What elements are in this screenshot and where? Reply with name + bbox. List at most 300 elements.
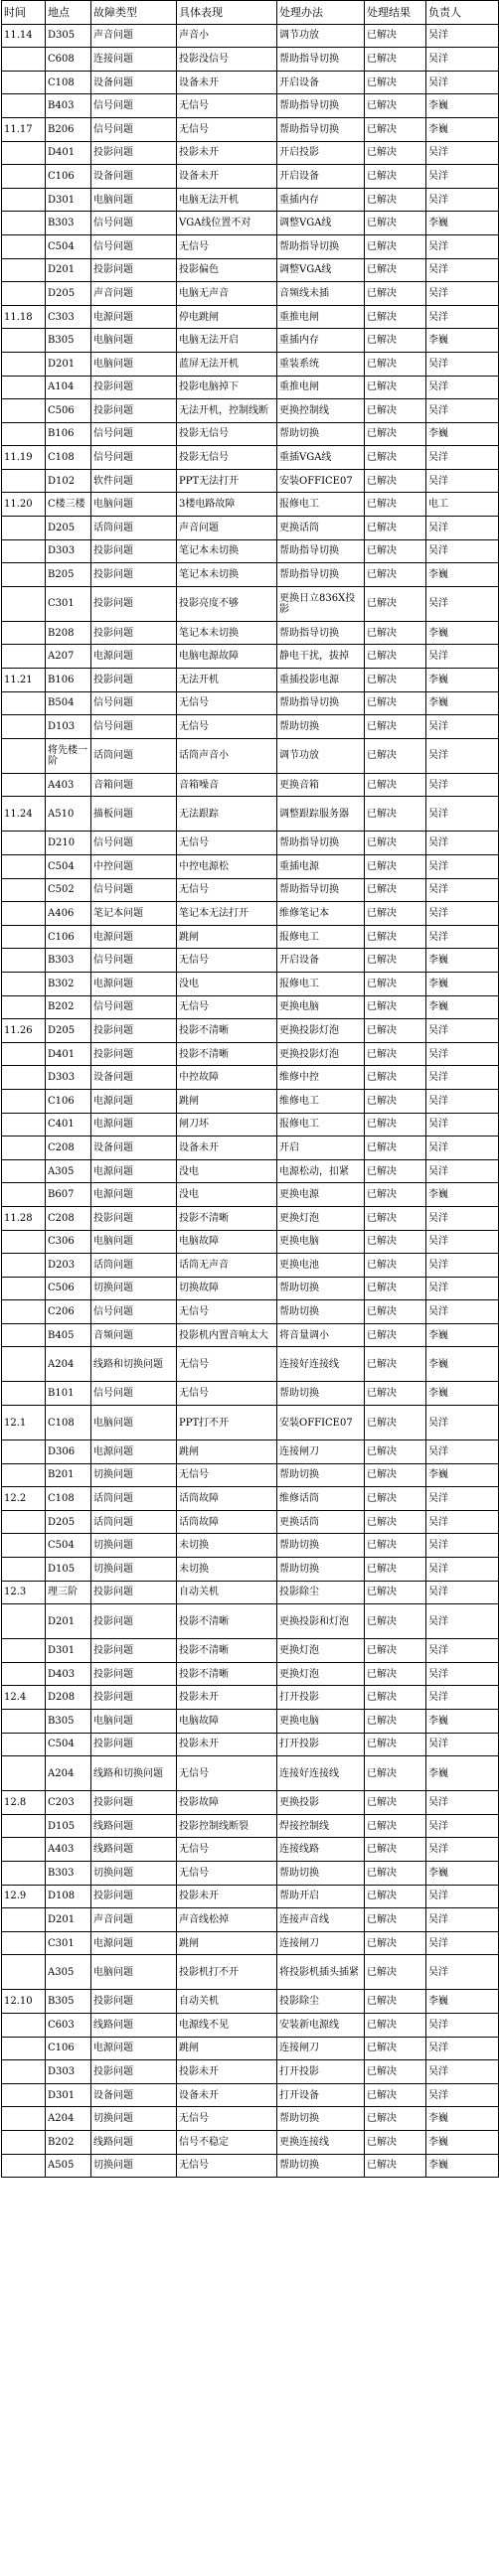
cell-solution: 帮助指导切换 bbox=[277, 563, 365, 587]
cell-solution: 更换话筒 bbox=[277, 517, 365, 540]
cell-owner: 吴洋 bbox=[426, 1113, 499, 1136]
table-row bbox=[2, 1089, 499, 1113]
cell-fault-type: 电源问题 bbox=[91, 1113, 177, 1136]
cell-time bbox=[2, 1463, 46, 1487]
cell-result: 已解决 bbox=[365, 305, 426, 329]
cell-fault-type: 电源问题 bbox=[91, 1440, 177, 1464]
cell-owner: 吴洋 bbox=[426, 141, 499, 165]
cell-owner: 吴洋 bbox=[426, 1534, 499, 1558]
table-row bbox=[2, 1113, 499, 1136]
cell-symptom: 跳闸 bbox=[177, 925, 277, 949]
cell-time bbox=[2, 1838, 46, 1862]
cell-result: 已解决 bbox=[365, 1885, 426, 1908]
cell-solution: 重插电源 bbox=[277, 855, 365, 879]
cell-time bbox=[2, 352, 46, 376]
cell-fault-type: 线路问题 bbox=[91, 2130, 177, 2154]
header-result: 处理结果 bbox=[365, 1, 426, 25]
cell-symptom: 无信号 bbox=[177, 117, 277, 141]
cell-result: 已解决 bbox=[365, 563, 426, 587]
cell-result: 已解决 bbox=[365, 715, 426, 739]
cell-solution: 帮助指导切换 bbox=[277, 878, 365, 902]
cell-time bbox=[2, 376, 46, 399]
cell-solution: 重推电闸 bbox=[277, 305, 365, 329]
table-row bbox=[2, 2060, 499, 2084]
table-row bbox=[2, 165, 499, 189]
cell-owner: 吴洋 bbox=[426, 469, 499, 493]
cell-solution: 帮助切换 bbox=[277, 1277, 365, 1300]
cell-location: B303 bbox=[46, 212, 91, 235]
cell-symptom: 投影未开 bbox=[177, 1885, 277, 1908]
cell-result: 已解决 bbox=[365, 1440, 426, 1464]
cell-solution: 打开投影 bbox=[277, 1733, 365, 1756]
cell-location: D210 bbox=[46, 832, 91, 855]
cell-location: C506 bbox=[46, 1277, 91, 1300]
cell-fault-type: 信号问题 bbox=[91, 446, 177, 470]
cell-location: A406 bbox=[46, 902, 91, 926]
cell-owner: 吴洋 bbox=[426, 399, 499, 423]
table-row bbox=[2, 305, 499, 329]
cell-time bbox=[2, 1639, 46, 1663]
cell-time bbox=[2, 1254, 46, 1278]
cell-solution: 开启设备 bbox=[277, 949, 365, 973]
cell-result: 已解决 bbox=[365, 1113, 426, 1136]
table-body bbox=[2, 24, 499, 2178]
cell-symptom: 电脑故障 bbox=[177, 1230, 277, 1254]
cell-fault-type: 投影问题 bbox=[91, 1791, 177, 1815]
cell-result: 已解决 bbox=[365, 1908, 426, 1932]
cell-symptom: 投影不清晰 bbox=[177, 1604, 277, 1639]
cell-time bbox=[2, 1136, 46, 1160]
cell-solution: 更换话筒 bbox=[277, 1510, 365, 1534]
cell-owner: 吴洋 bbox=[426, 1300, 499, 1324]
cell-time bbox=[2, 1931, 46, 1955]
cell-solution: 维修中控 bbox=[277, 1066, 365, 1090]
cell-owner: 李巍 bbox=[426, 563, 499, 587]
cell-result: 已解决 bbox=[365, 855, 426, 879]
table-row bbox=[2, 2130, 499, 2154]
cell-fault-type: 电脑问题 bbox=[91, 1710, 177, 1734]
cell-location: D208 bbox=[46, 1686, 91, 1710]
table-row bbox=[2, 715, 499, 739]
cell-location: D203 bbox=[46, 1254, 91, 1278]
cell-time bbox=[2, 1323, 46, 1347]
cell-fault-type: 投影问题 bbox=[91, 258, 177, 282]
cell-symptom: 无信号 bbox=[177, 995, 277, 1019]
table-row bbox=[2, 1558, 499, 1582]
cell-solution: 电源松动，扣紧 bbox=[277, 1159, 365, 1183]
cell-symptom: 话筒声音小 bbox=[177, 738, 277, 773]
cell-solution: 打开设备 bbox=[277, 2083, 365, 2107]
table-row bbox=[2, 1323, 499, 1347]
cell-solution: 调整跟踪服务器 bbox=[277, 797, 365, 832]
cell-solution: 帮助指导切换 bbox=[277, 832, 365, 855]
cell-fault-type: 切换问题 bbox=[91, 2107, 177, 2131]
table-row bbox=[2, 1686, 499, 1710]
cell-owner: 吴洋 bbox=[426, 1406, 499, 1440]
cell-solution: 更换电源 bbox=[277, 1183, 365, 1207]
cell-location: D205 bbox=[46, 1019, 91, 1043]
cell-fault-type: 软件问题 bbox=[91, 469, 177, 493]
cell-location: A204 bbox=[46, 1756, 91, 1791]
cell-time: 11.24 bbox=[2, 797, 46, 832]
cell-time bbox=[2, 469, 46, 493]
cell-owner: 李巍 bbox=[426, 1710, 499, 1734]
table-row bbox=[2, 669, 499, 692]
cell-solution: 连接声音线 bbox=[277, 1908, 365, 1932]
cell-fault-type: 电脑问题 bbox=[91, 493, 177, 517]
cell-solution: 调整VGA线 bbox=[277, 258, 365, 282]
cell-symptom: 电源线不见 bbox=[177, 2013, 277, 2037]
cell-location: C301 bbox=[46, 1931, 91, 1955]
cell-owner: 吴洋 bbox=[426, 1254, 499, 1278]
cell-fault-type: 信号问题 bbox=[91, 94, 177, 118]
cell-result: 已解决 bbox=[365, 1089, 426, 1113]
cell-location: A204 bbox=[46, 1347, 91, 1382]
cell-result: 已解决 bbox=[365, 1323, 426, 1347]
table-row bbox=[2, 621, 499, 645]
cell-owner: 吴洋 bbox=[426, 517, 499, 540]
cell-solution: 将投影机插头插紧 bbox=[277, 1955, 365, 1990]
cell-location: B202 bbox=[46, 995, 91, 1019]
cell-result: 已解决 bbox=[365, 329, 426, 353]
cell-symptom: 无信号 bbox=[177, 1347, 277, 1382]
cell-symptom: 蓝屏无法开机 bbox=[177, 352, 277, 376]
cell-time bbox=[2, 399, 46, 423]
cell-fault-type: 话筒问题 bbox=[91, 1254, 177, 1278]
table-row bbox=[2, 493, 499, 517]
cell-owner: 吴洋 bbox=[426, 1089, 499, 1113]
cell-time bbox=[2, 1510, 46, 1534]
cell-owner: 吴洋 bbox=[426, 645, 499, 669]
cell-symptom: 停电跳闸 bbox=[177, 305, 277, 329]
cell-fault-type: 投影问题 bbox=[91, 1639, 177, 1663]
cell-fault-type: 信号问题 bbox=[91, 117, 177, 141]
cell-owner: 吴洋 bbox=[426, 352, 499, 376]
cell-solution: 更换电池 bbox=[277, 1254, 365, 1278]
cell-owner: 吴洋 bbox=[426, 1510, 499, 1534]
table-row bbox=[2, 1300, 499, 1324]
cell-solution: 帮助指导切换 bbox=[277, 621, 365, 645]
table-row bbox=[2, 1955, 499, 1990]
cell-solution: 连接闸刀 bbox=[277, 2037, 365, 2060]
cell-result: 已解决 bbox=[365, 1019, 426, 1043]
cell-symptom: PPT打不开 bbox=[177, 1406, 277, 1440]
cell-symptom: 设备未开 bbox=[177, 71, 277, 94]
cell-location: B106 bbox=[46, 422, 91, 446]
cell-symptom: 中控电源松 bbox=[177, 855, 277, 879]
table-row bbox=[2, 1463, 499, 1487]
cell-symptom: VGA线位置不对 bbox=[177, 212, 277, 235]
cell-solution: 帮助指导切换 bbox=[277, 234, 365, 258]
table-row bbox=[2, 1710, 499, 1734]
cell-location: C106 bbox=[46, 925, 91, 949]
table-row bbox=[2, 282, 499, 306]
cell-location: C106 bbox=[46, 1089, 91, 1113]
cell-symptom: 无信号 bbox=[177, 1463, 277, 1487]
cell-solution: 焊接控制线 bbox=[277, 1814, 365, 1838]
cell-fault-type: 电源问题 bbox=[91, 1931, 177, 1955]
cell-fault-type: 声音问题 bbox=[91, 24, 177, 48]
cell-symptom: 跳闸 bbox=[177, 1440, 277, 1464]
cell-owner: 吴洋 bbox=[426, 234, 499, 258]
cell-location: D403 bbox=[46, 1662, 91, 1686]
cell-symptom: 跳闸 bbox=[177, 1931, 277, 1955]
cell-symptom: 电脑无法开机 bbox=[177, 188, 277, 212]
cell-result: 已解决 bbox=[365, 1814, 426, 1838]
cell-solution: 连接线路 bbox=[277, 1838, 365, 1862]
table-row bbox=[2, 329, 499, 353]
cell-location: A403 bbox=[46, 773, 91, 797]
cell-owner: 吴洋 bbox=[426, 1814, 499, 1838]
cell-location: B206 bbox=[46, 117, 91, 141]
cell-result: 已解决 bbox=[365, 258, 426, 282]
cell-result: 已解决 bbox=[365, 2130, 426, 2154]
cell-symptom: 投影不清晰 bbox=[177, 1206, 277, 1230]
cell-symptom: 信号不稳定 bbox=[177, 2130, 277, 2154]
cell-result: 已解决 bbox=[365, 234, 426, 258]
cell-time bbox=[2, 972, 46, 995]
cell-time bbox=[2, 738, 46, 773]
cell-owner: 李巍 bbox=[426, 1756, 499, 1791]
table-row bbox=[2, 2037, 499, 2060]
cell-symptom: 无信号 bbox=[177, 2107, 277, 2131]
cell-solution: 打开投影 bbox=[277, 1686, 365, 1710]
cell-owner: 吴洋 bbox=[426, 1277, 499, 1300]
cell-symptom: 投影无信号 bbox=[177, 446, 277, 470]
cell-location: B305 bbox=[46, 1710, 91, 1734]
cell-time bbox=[2, 234, 46, 258]
cell-fault-type: 投影问题 bbox=[91, 2060, 177, 2084]
cell-solution: 维修电工 bbox=[277, 1089, 365, 1113]
cell-owner: 吴洋 bbox=[426, 2013, 499, 2037]
cell-location: A403 bbox=[46, 1838, 91, 1862]
cell-result: 已解决 bbox=[365, 1756, 426, 1791]
cell-result: 已解决 bbox=[365, 1159, 426, 1183]
cell-result: 已解决 bbox=[365, 1510, 426, 1534]
cell-symptom: 无法开机，控制线断 bbox=[177, 399, 277, 423]
cell-time bbox=[2, 1908, 46, 1932]
cell-solution: 更换电脑 bbox=[277, 995, 365, 1019]
cell-symptom: 自动关机 bbox=[177, 1581, 277, 1604]
table-row bbox=[2, 902, 499, 926]
cell-result: 已解决 bbox=[365, 188, 426, 212]
table-row bbox=[2, 645, 499, 669]
cell-owner: 李巍 bbox=[426, 972, 499, 995]
cell-time bbox=[2, 563, 46, 587]
table-row bbox=[2, 1733, 499, 1756]
cell-result: 已解决 bbox=[365, 902, 426, 926]
cell-time bbox=[2, 855, 46, 879]
cell-fault-type: 线路和切换问题 bbox=[91, 1347, 177, 1382]
cell-location: D205 bbox=[46, 517, 91, 540]
cell-symptom: 闸刀坏 bbox=[177, 1113, 277, 1136]
cell-fault-type: 设备问题 bbox=[91, 2083, 177, 2107]
cell-owner: 吴洋 bbox=[426, 1931, 499, 1955]
cell-location: A510 bbox=[46, 797, 91, 832]
cell-symptom: 投影亮度不够 bbox=[177, 586, 277, 621]
cell-owner: 李巍 bbox=[426, 691, 499, 715]
cell-time bbox=[2, 2013, 46, 2037]
cell-result: 已解决 bbox=[365, 2013, 426, 2037]
cell-symptom: 无信号 bbox=[177, 691, 277, 715]
cell-result: 已解决 bbox=[365, 1487, 426, 1511]
cell-location: C504 bbox=[46, 234, 91, 258]
table-row bbox=[2, 1347, 499, 1382]
table-row bbox=[2, 1406, 499, 1440]
cell-location: D201 bbox=[46, 258, 91, 282]
cell-fault-type: 音频问题 bbox=[91, 1323, 177, 1347]
cell-symptom: 未切换 bbox=[177, 1558, 277, 1582]
cell-result: 已解决 bbox=[365, 1230, 426, 1254]
cell-location: D401 bbox=[46, 141, 91, 165]
cell-solution: 报修电工 bbox=[277, 493, 365, 517]
cell-result: 已解决 bbox=[365, 972, 426, 995]
table-row bbox=[2, 71, 499, 94]
cell-fault-type: 音箱问题 bbox=[91, 773, 177, 797]
cell-symptom: 笔记本未切换 bbox=[177, 563, 277, 587]
cell-owner: 吴洋 bbox=[426, 1558, 499, 1582]
cell-result: 已解决 bbox=[365, 1733, 426, 1756]
cell-location: D303 bbox=[46, 1066, 91, 1090]
cell-time bbox=[2, 1440, 46, 1464]
cell-symptom: 投影偏色 bbox=[177, 258, 277, 282]
cell-location: D301 bbox=[46, 188, 91, 212]
cell-fault-type: 切换问题 bbox=[91, 1861, 177, 1885]
cell-symptom: 无信号 bbox=[177, 1300, 277, 1324]
table-row bbox=[2, 995, 499, 1019]
cell-solution: 帮助指导切换 bbox=[277, 94, 365, 118]
cell-result: 已解决 bbox=[365, 1534, 426, 1558]
cell-result: 已解决 bbox=[365, 1406, 426, 1440]
cell-owner: 吴洋 bbox=[426, 2037, 499, 2060]
cell-fault-type: 投影问题 bbox=[91, 1581, 177, 1604]
cell-time: 11.26 bbox=[2, 1019, 46, 1043]
cell-fault-type: 设备问题 bbox=[91, 1136, 177, 1160]
cell-solution: 维修话筒 bbox=[277, 1487, 365, 1511]
cell-time bbox=[2, 1662, 46, 1686]
table-row bbox=[2, 1230, 499, 1254]
cell-fault-type: 电脑问题 bbox=[91, 1955, 177, 1990]
cell-time bbox=[2, 94, 46, 118]
cell-location: B403 bbox=[46, 94, 91, 118]
cell-fault-type: 投影问题 bbox=[91, 539, 177, 563]
fault-log-table bbox=[1, 0, 499, 2178]
cell-solution: 更换连接线 bbox=[277, 2130, 365, 2154]
cell-time bbox=[2, 1558, 46, 1582]
cell-symptom: 声音线松掉 bbox=[177, 1908, 277, 1932]
cell-result: 已解决 bbox=[365, 1710, 426, 1734]
cell-solution: 连接好连接线 bbox=[277, 1756, 365, 1791]
cell-result: 已解决 bbox=[365, 1042, 426, 1066]
table-row bbox=[2, 797, 499, 832]
cell-time bbox=[2, 925, 46, 949]
table-row bbox=[2, 48, 499, 72]
cell-result: 已解决 bbox=[365, 2083, 426, 2107]
cell-fault-type: 线路问题 bbox=[91, 2013, 177, 2037]
cell-fault-type: 切换问题 bbox=[91, 1558, 177, 1582]
cell-symptom: 电脑无声音 bbox=[177, 282, 277, 306]
cell-location: C108 bbox=[46, 1487, 91, 1511]
cell-time bbox=[2, 1183, 46, 1207]
cell-symptom: 中控故障 bbox=[177, 1066, 277, 1090]
cell-location: D201 bbox=[46, 1908, 91, 1932]
cell-solution: 帮助切换 bbox=[277, 2107, 365, 2131]
table-row bbox=[2, 563, 499, 587]
cell-solution: 投影除尘 bbox=[277, 1581, 365, 1604]
cell-time: 12.10 bbox=[2, 1990, 46, 2014]
table-row bbox=[2, 1990, 499, 2014]
cell-owner: 吴洋 bbox=[426, 1838, 499, 1862]
cell-location: C楼三楼 bbox=[46, 493, 91, 517]
cell-result: 已解决 bbox=[365, 738, 426, 773]
cell-location: A505 bbox=[46, 2154, 91, 2178]
cell-location: B305 bbox=[46, 1990, 91, 2014]
cell-time: 11.17 bbox=[2, 117, 46, 141]
cell-fault-type: 话筒问题 bbox=[91, 738, 177, 773]
table-row bbox=[2, 24, 499, 48]
cell-symptom: 电脑电源故障 bbox=[177, 645, 277, 669]
cell-fault-type: 声音问题 bbox=[91, 282, 177, 306]
cell-solution: 开启设备 bbox=[277, 71, 365, 94]
cell-time bbox=[2, 282, 46, 306]
cell-location: B303 bbox=[46, 949, 91, 973]
cell-time bbox=[2, 1534, 46, 1558]
cell-time: 12.3 bbox=[2, 1581, 46, 1604]
cell-time bbox=[2, 539, 46, 563]
cell-location: C608 bbox=[46, 48, 91, 72]
cell-result: 已解决 bbox=[365, 621, 426, 645]
cell-symptom: 无信号 bbox=[177, 2154, 277, 2178]
cell-fault-type: 电源问题 bbox=[91, 1183, 177, 1207]
cell-result: 已解决 bbox=[365, 1463, 426, 1487]
cell-result: 已解决 bbox=[365, 1136, 426, 1160]
cell-solution: 帮助切换 bbox=[277, 1300, 365, 1324]
cell-result: 已解决 bbox=[365, 1662, 426, 1686]
cell-fault-type: 信号问题 bbox=[91, 691, 177, 715]
cell-fault-type: 投影问题 bbox=[91, 669, 177, 692]
cell-owner: 吴洋 bbox=[426, 832, 499, 855]
cell-solution: 帮助切换 bbox=[277, 1558, 365, 1582]
cell-location: D205 bbox=[46, 1510, 91, 1534]
table-row bbox=[2, 586, 499, 621]
cell-location: B101 bbox=[46, 1382, 91, 1406]
cell-symptom: 话筒故障 bbox=[177, 1510, 277, 1534]
cell-owner: 吴洋 bbox=[426, 738, 499, 773]
cell-fault-type: 投影问题 bbox=[91, 1604, 177, 1639]
cell-symptom: 无法跟踪 bbox=[177, 797, 277, 832]
table-row bbox=[2, 399, 499, 423]
cell-location: C203 bbox=[46, 1791, 91, 1815]
cell-owner: 李巍 bbox=[426, 1347, 499, 1382]
cell-owner: 李巍 bbox=[426, 1183, 499, 1207]
cell-location: D105 bbox=[46, 1814, 91, 1838]
cell-result: 已解决 bbox=[365, 2037, 426, 2060]
cell-time: 12.9 bbox=[2, 1885, 46, 1908]
cell-owner: 李巍 bbox=[426, 1463, 499, 1487]
cell-result: 已解决 bbox=[365, 352, 426, 376]
cell-result: 已解决 bbox=[365, 1990, 426, 2014]
cell-result: 已解决 bbox=[365, 165, 426, 189]
cell-owner: 李巍 bbox=[426, 1990, 499, 2014]
cell-location: A207 bbox=[46, 645, 91, 669]
cell-result: 已解决 bbox=[365, 1639, 426, 1663]
cell-location: A104 bbox=[46, 376, 91, 399]
cell-location: D305 bbox=[46, 24, 91, 48]
table-row bbox=[2, 376, 499, 399]
table-row bbox=[2, 2107, 499, 2131]
cell-symptom: 投影未开 bbox=[177, 1733, 277, 1756]
header-time: 时间 bbox=[2, 1, 46, 25]
